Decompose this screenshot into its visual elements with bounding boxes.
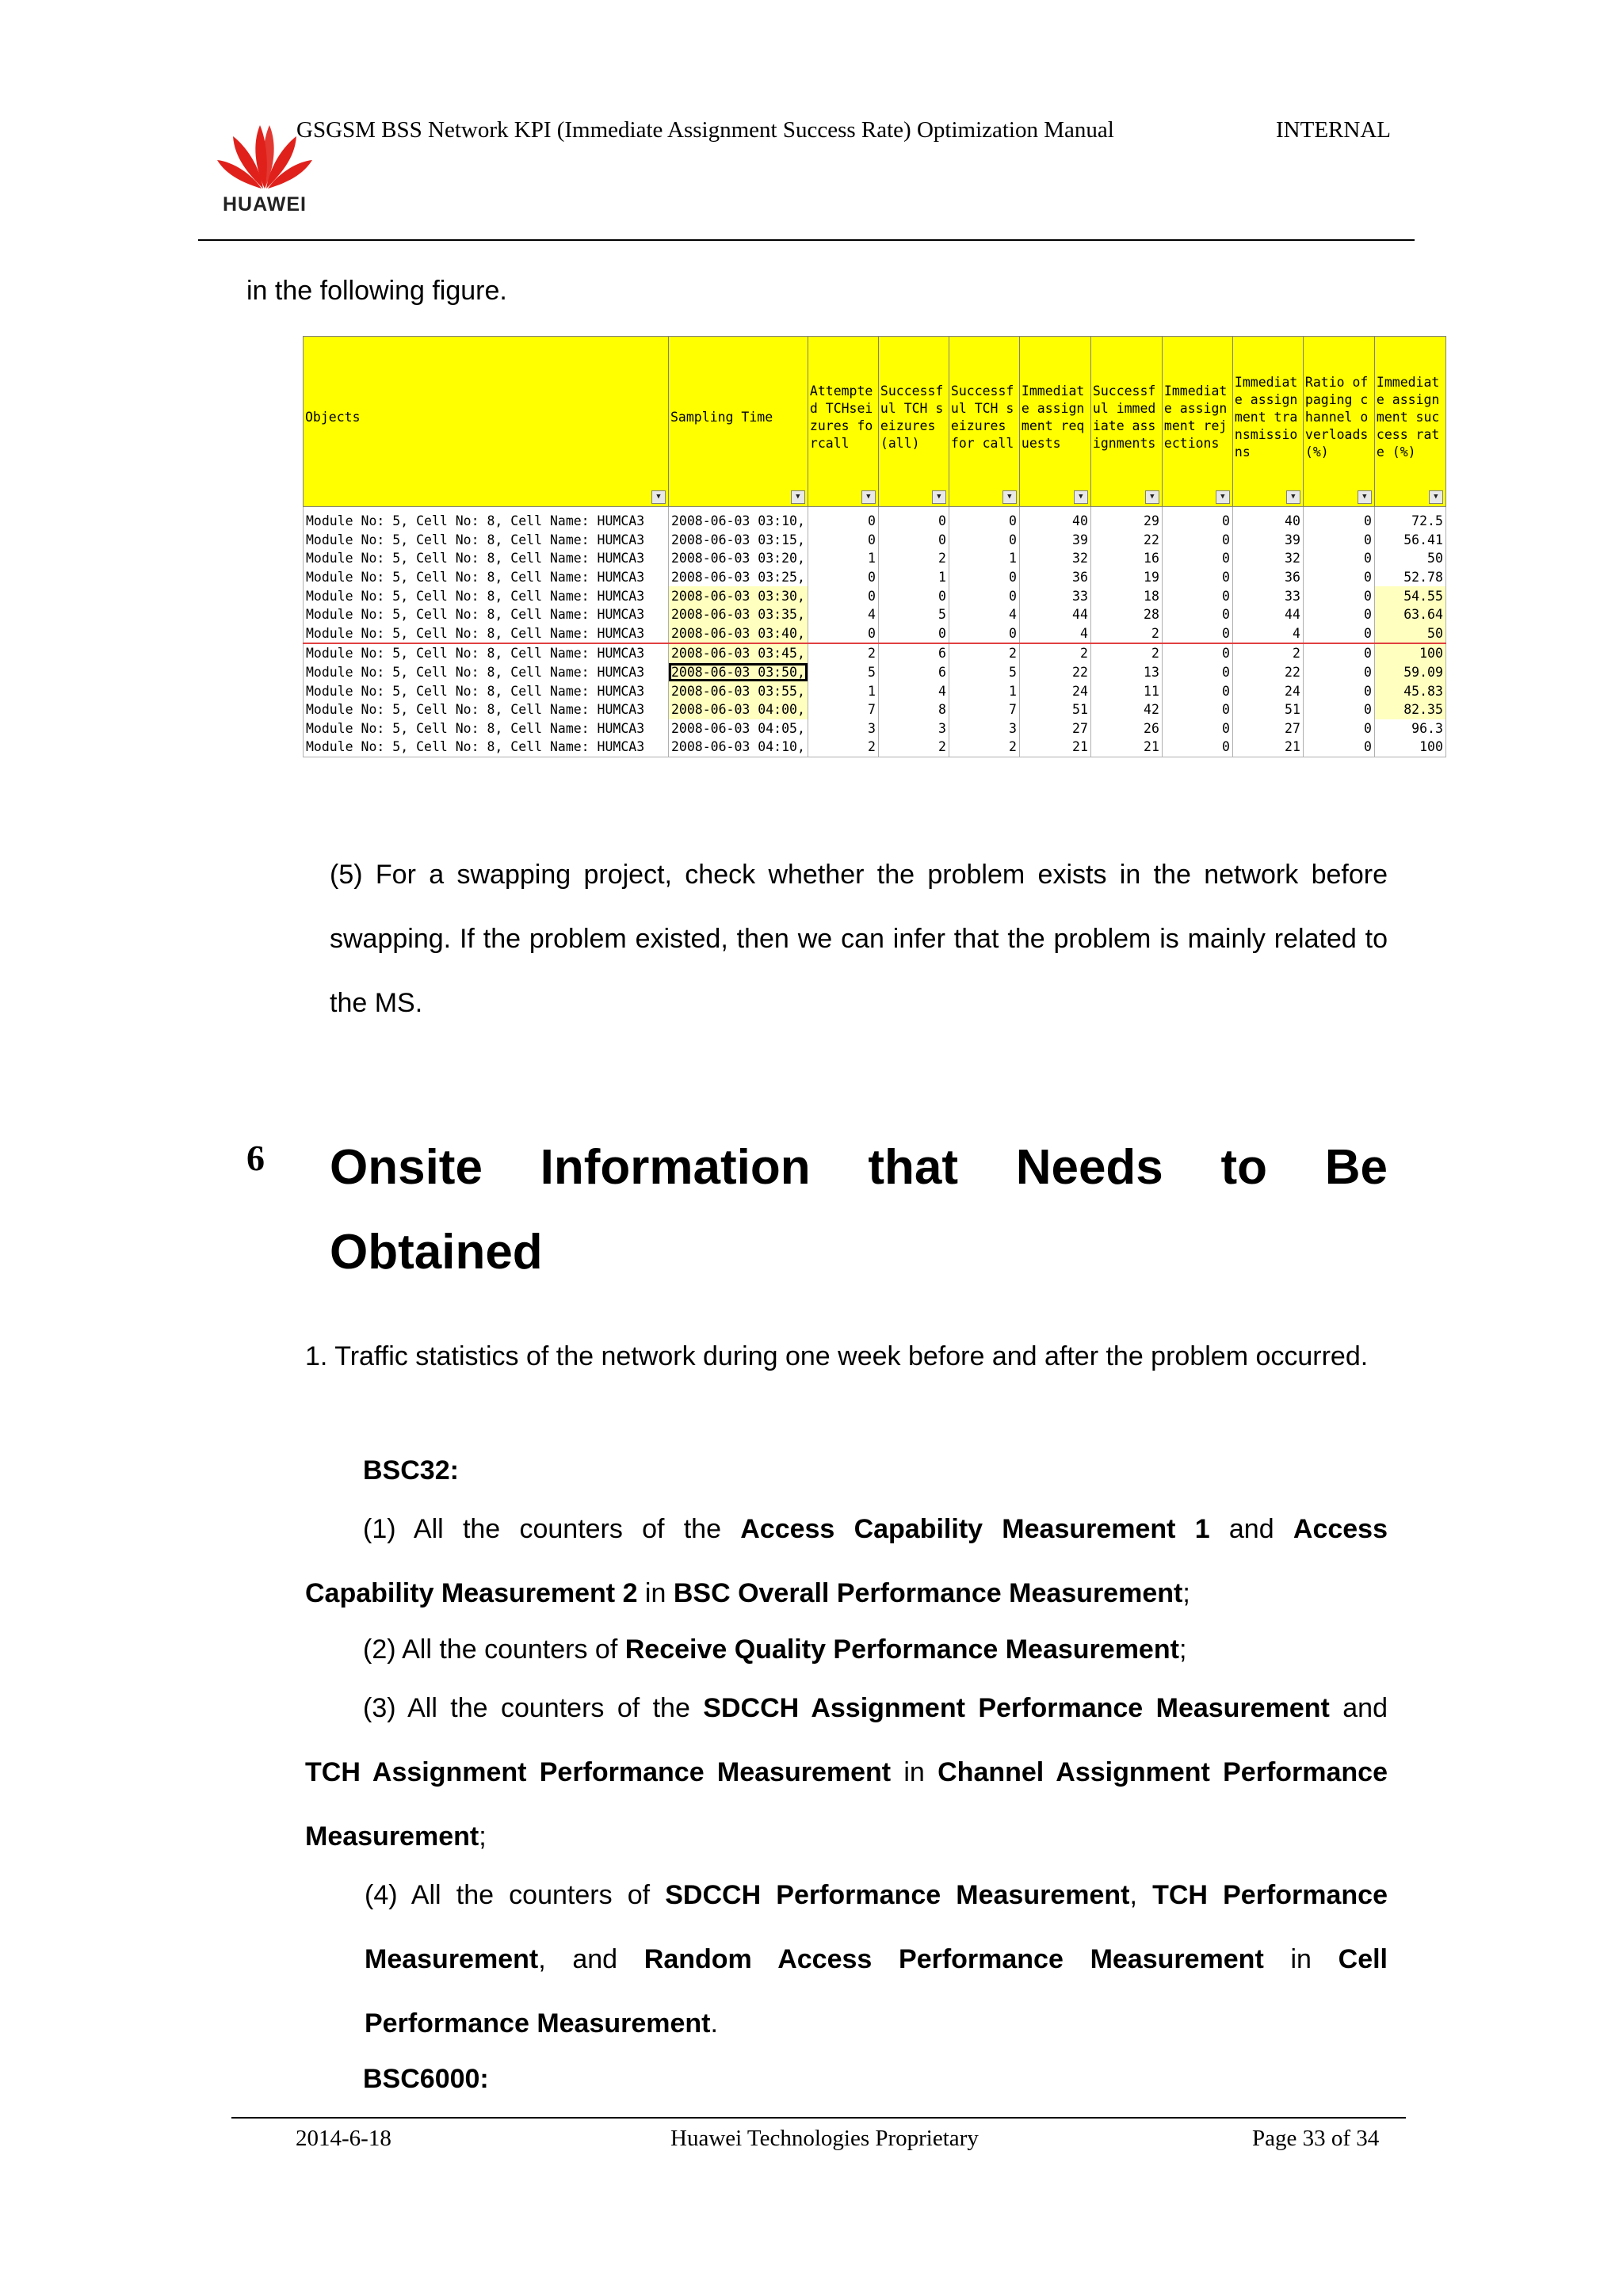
col-header: Immediate assignment rejections ▼ [1162,337,1232,507]
cell-value[interactable]: 22 [1019,663,1090,682]
cell-value[interactable]: 0 [1303,719,1374,738]
cell-object[interactable]: Module No: 5, Cell No: 8, Cell Name: HUMCA3 [304,681,669,700]
cell-value[interactable]: 24 [1232,681,1303,700]
col-header: Successful TCH seizures (all) ▼ [878,337,949,507]
footer-proprietary: Huawei Technologies Proprietary [670,2126,979,2151]
cell-value[interactable]: 2 [1019,643,1090,663]
col-header: Immediate assignment success rate (%) ▼ [1374,337,1445,507]
cell-object[interactable]: Module No: 5, Cell No: 8, Cell Name: HUMCA3 [304,738,669,757]
cell-value[interactable]: 16 [1090,549,1162,568]
cell-sampling-time[interactable]: 2008-06-03 03:45, [669,643,808,663]
cell-value[interactable]: 50 [1374,624,1445,644]
cell-sampling-time[interactable]: 2008-06-03 03:35, [669,605,808,624]
cell-value[interactable]: 0 [949,624,1019,644]
cell-value[interactable]: 0 [1162,643,1232,663]
cell-value[interactable]: 0 [878,624,949,644]
cell-value[interactable]: 44 [1232,605,1303,624]
cell-value[interactable]: 4 [878,681,949,700]
cell-sampling-time[interactable]: 2008-06-03 04:10, [669,738,808,757]
paragraph-swapping: (5) For a swapping project, check whether the problem exists in the network before swapping. If the problem existed, then we can infer that the problem is mainly related to the MS. [330,860,1388,1018]
cell-value[interactable]: 2 [1232,643,1303,663]
cell-value[interactable]: 100 [1374,643,1445,663]
cell-value[interactable]: 5 [878,605,949,624]
cell-object[interactable]: Module No: 5, Cell No: 8, Cell Name: HUMCA3 [304,549,669,568]
cell-value[interactable]: 2 [878,738,949,757]
table-header-row [304,337,1446,507]
table-row [304,549,1446,568]
cell-sampling-time[interactable]: 2008-06-03 04:05, [669,719,808,738]
cell-value[interactable]: 8 [878,700,949,719]
cell-value[interactable]: 0 [808,624,878,644]
filter-dropdown-icon[interactable]: ▼ [791,490,805,504]
cell-value[interactable]: 42 [1090,700,1162,719]
cell-value[interactable]: 2 [808,738,878,757]
cell-value[interactable]: 0 [1303,738,1374,757]
table-row [304,700,1446,719]
cell-value[interactable]: 4 [808,605,878,624]
cell-value[interactable]: 0 [1303,568,1374,587]
cell-value[interactable]: 0 [1303,507,1374,531]
cell-value[interactable]: 0 [1162,738,1232,757]
cell-value[interactable]: 0 [1162,700,1232,719]
cell-value[interactable]: 2 [878,549,949,568]
cell-value[interactable]: 1 [808,549,878,568]
cell-value[interactable]: 6 [878,643,949,663]
header-doc-title: GSGSM BSS Network KPI (Immediate Assignment Success Rate) Optimization Manual [296,117,1114,143]
cell-value[interactable]: 0 [1162,624,1232,644]
cell-value[interactable]: 72.5 [1374,507,1445,531]
counter-item-2: (2) All the counters of Receive Quality Performance Measurement; [363,1634,1187,1665]
cell-sampling-time[interactable]: 2008-06-03 03:20, [669,549,808,568]
cell-value[interactable]: 51 [1019,700,1090,719]
cell-value[interactable]: 11 [1090,681,1162,700]
cell-value[interactable]: 0 [1303,586,1374,605]
table-row [304,586,1446,605]
cell-value[interactable]: 21 [1090,738,1162,757]
cell-value[interactable]: 100 [1374,738,1445,757]
counter-item-3: (3) All the counters of the SDCCH Assignment Performance Measurement and TCH Assignment Performance Measurement in Channel Assignment Performance Measurement; [305,1693,1388,1852]
col-header: Successful immediate assignments ▼ [1090,337,1162,507]
cell-value[interactable]: 0 [1303,663,1374,682]
cell-value[interactable]: 2 [1090,643,1162,663]
cell-value[interactable]: 1 [949,681,1019,700]
cell-value[interactable]: 33 [1019,586,1090,605]
col-header: Successful TCH seizures for call ▼ [949,337,1019,507]
bsc6000-label: BSC6000: [363,2064,489,2094]
cell-value[interactable]: 0 [1162,568,1232,587]
cell-sampling-time[interactable]: 2008-06-03 03:30, [669,586,808,605]
cell-value[interactable]: 39 [1232,531,1303,550]
table-row [304,738,1446,757]
cell-value[interactable]: 50 [1374,549,1445,568]
kpi-spreadsheet [303,336,1446,757]
cell-value[interactable]: 0 [808,586,878,605]
cell-object[interactable]: Module No: 5, Cell No: 8, Cell Name: HUMCA3 [304,568,669,587]
cell-value[interactable]: 3 [878,719,949,738]
cell-value[interactable]: 63.64 [1374,605,1445,624]
cell-value[interactable]: 1 [878,568,949,587]
cell-value[interactable]: 0 [1303,531,1374,550]
cell-value[interactable]: 19 [1090,568,1162,587]
cell-value[interactable]: 0 [1303,643,1374,663]
table-row [304,605,1446,624]
cell-value[interactable]: 21 [1232,738,1303,757]
cell-value[interactable]: 6 [878,663,949,682]
cell-object[interactable]: Module No: 5, Cell No: 8, Cell Name: HUMCA3 [304,624,669,644]
cell-value[interactable]: 32 [1019,549,1090,568]
bsc32-label: BSC32: [363,1455,459,1486]
cell-value[interactable]: 0 [1162,605,1232,624]
cell-value[interactable]: 36 [1232,568,1303,587]
cell-object[interactable]: Module No: 5, Cell No: 8, Cell Name: HUMCA3 [304,643,669,663]
cell-sampling-time[interactable]: 2008-06-03 03:25, [669,568,808,587]
cell-value[interactable]: 24 [1019,681,1090,700]
cell-value[interactable]: 13 [1090,663,1162,682]
cell-value[interactable]: 0 [1162,549,1232,568]
cell-value[interactable]: 0 [1303,549,1374,568]
table-row [304,531,1446,550]
col-header: Objects ▼ [304,337,669,507]
section-number: 6 [246,1138,265,1178]
cell-value[interactable]: 0 [1162,507,1232,531]
cell-object[interactable]: Module No: 5, Cell No: 8, Cell Name: HUMCA3 [304,507,669,531]
table-row [304,643,1446,663]
cell-value[interactable]: 0 [1162,719,1232,738]
cell-value[interactable]: 0 [949,568,1019,587]
table-row [304,681,1446,700]
table-row [304,568,1446,587]
cell-value[interactable]: 27 [1019,719,1090,738]
cell-value[interactable]: 0 [1303,605,1374,624]
cell-value[interactable]: 0 [808,531,878,550]
cell-value[interactable]: 0 [808,568,878,587]
filter-dropdown-icon[interactable]: ▼ [1429,490,1443,504]
cell-object[interactable]: Module No: 5, Cell No: 8, Cell Name: HUMCA3 [304,586,669,605]
cell-value[interactable]: 29 [1090,507,1162,531]
col-header: Immediate assignment transmissions ▼ [1232,337,1303,507]
cell-value[interactable]: 2 [808,643,878,663]
cell-value[interactable]: 0 [878,531,949,550]
cell-value[interactable]: 0 [1162,586,1232,605]
cell-object[interactable]: Module No: 5, Cell No: 8, Cell Name: HUMCA3 [304,531,669,550]
cell-value[interactable]: 0 [878,507,949,531]
cell-value[interactable]: 7 [949,700,1019,719]
col-header: Immediate assignment requests ▼ [1019,337,1090,507]
cell-value[interactable]: 59.09 [1374,663,1445,682]
footer-date: 2014-6-18 [296,2126,391,2151]
filter-dropdown-icon[interactable]: ▼ [1216,490,1230,504]
filter-dropdown-icon[interactable]: ▼ [1074,490,1088,504]
cell-value[interactable]: 32 [1232,549,1303,568]
cell-value[interactable]: 0 [1303,700,1374,719]
cell-value[interactable]: 4 [1019,624,1090,644]
intro-text: in the following figure. [246,276,507,306]
filter-dropdown-icon[interactable]: ▼ [932,490,946,504]
cell-value[interactable]: 7 [808,700,878,719]
cell-value[interactable]: 27 [1232,719,1303,738]
counter-item-4: (4) All the counters of SDCCH Performance Measurement, TCH Performance Measurement, and Random Access Performance Measurement in Cell Performance Measurement. [365,1880,1388,2039]
cell-value[interactable]: 44 [1019,605,1090,624]
cell-value[interactable]: 3 [949,719,1019,738]
cell-value[interactable]: 0 [1162,663,1232,682]
cell-sampling-time[interactable]: 2008-06-03 03:55, [669,681,808,700]
cell-value[interactable]: 3 [808,719,878,738]
cell-value[interactable]: 56.41 [1374,531,1445,550]
cell-value[interactable]: 1 [808,681,878,700]
table-row [304,663,1446,682]
col-header: Sampling Time ▼ [669,337,808,507]
cell-value[interactable]: 45.83 [1374,681,1445,700]
cell-value[interactable]: 52.78 [1374,568,1445,587]
cell-value[interactable]: 40 [1019,507,1090,531]
cell-value[interactable]: 0 [1303,624,1374,644]
section-title: Onsite Information that Needs to Be Obtained [330,1140,1388,1280]
cell-value[interactable]: 2 [949,738,1019,757]
filter-dropdown-icon[interactable]: ▼ [1002,490,1017,504]
cell-value[interactable]: 22 [1232,663,1303,682]
filter-dropdown-icon[interactable]: ▼ [1145,490,1159,504]
cell-value[interactable]: 4 [949,605,1019,624]
cell-value[interactable]: 22 [1090,531,1162,550]
cell-value[interactable]: 33 [1232,586,1303,605]
cell-value[interactable]: 0 [949,507,1019,531]
cell-value[interactable]: 5 [949,663,1019,682]
cell-value[interactable]: 36 [1019,568,1090,587]
cell-value[interactable]: 18 [1090,586,1162,605]
header-classification: INTERNAL [1276,117,1391,143]
cell-value[interactable]: 0 [1162,681,1232,700]
cell-value[interactable]: 26 [1090,719,1162,738]
cell-value[interactable]: 5 [808,663,878,682]
cell-value[interactable]: 1 [949,549,1019,568]
cell-sampling-time[interactable]: 2008-06-03 03:10, [669,507,808,531]
footer-rule [231,2117,1406,2119]
table-row [304,719,1446,738]
cell-object[interactable]: Module No: 5, Cell No: 8, Cell Name: HUMCA3 [304,663,669,682]
cell-value[interactable]: 96.3 [1374,719,1445,738]
filter-dropdown-icon[interactable]: ▼ [861,490,876,504]
col-header: Attempted TCHseizures forcall ▼ [808,337,878,507]
cell-value[interactable]: 0 [1162,531,1232,550]
cell-value[interactable]: 0 [949,531,1019,550]
filter-dropdown-icon[interactable]: ▼ [1358,490,1372,504]
cell-value[interactable]: 0 [878,586,949,605]
cell-object[interactable]: Module No: 5, Cell No: 8, Cell Name: HUMCA3 [304,605,669,624]
table-body [304,507,1446,757]
filter-dropdown-icon[interactable]: ▼ [1286,490,1300,504]
cell-object[interactable]: Module No: 5, Cell No: 8, Cell Name: HUMCA3 [304,719,669,738]
cell-value[interactable]: 0 [1303,681,1374,700]
cell-value[interactable]: 51 [1232,700,1303,719]
cell-value[interactable]: 2 [949,643,1019,663]
cell-object[interactable]: Module No: 5, Cell No: 8, Cell Name: HUMCA3 [304,700,669,719]
cell-value[interactable]: 54.55 [1374,586,1445,605]
logo-wordmark: HUAWEI [223,193,307,215]
col-header: Ratio of paging channel overloads(%) ▼ [1303,337,1374,507]
cell-sampling-time[interactable]: 2008-06-03 03:40, [669,624,808,644]
cell-value[interactable]: 28 [1090,605,1162,624]
table-row [304,507,1446,531]
list-item-traffic-statistics: 1. Traffic statistics of the network during one week before and after the problem occurred. [305,1341,1369,1371]
cell-value[interactable]: 40 [1232,507,1303,531]
table-row [304,624,1446,644]
cell-sampling-time[interactable]: 2008-06-03 03:50, [669,663,808,682]
cell-value[interactable]: 0 [949,586,1019,605]
cell-value[interactable]: 82.35 [1374,700,1445,719]
cell-value[interactable]: 21 [1019,738,1090,757]
cell-value[interactable]: 4 [1232,624,1303,644]
filter-dropdown-icon[interactable]: ▼ [651,490,666,504]
cell-value[interactable]: 2 [1090,624,1162,644]
footer-page-number: Page 33 of 34 [1252,2126,1380,2151]
cell-value[interactable]: 0 [808,507,878,531]
cell-value[interactable]: 39 [1019,531,1090,550]
cell-sampling-time[interactable]: 2008-06-03 04:00, [669,700,808,719]
header-rule [198,239,1415,241]
cell-sampling-time[interactable]: 2008-06-03 03:15, [669,531,808,550]
counter-item-1: (1) All the counters of the Access Capability Measurement 1 and Access Capability Measurement 2 in BSC Overall Performance Measurement; [305,1514,1388,1608]
